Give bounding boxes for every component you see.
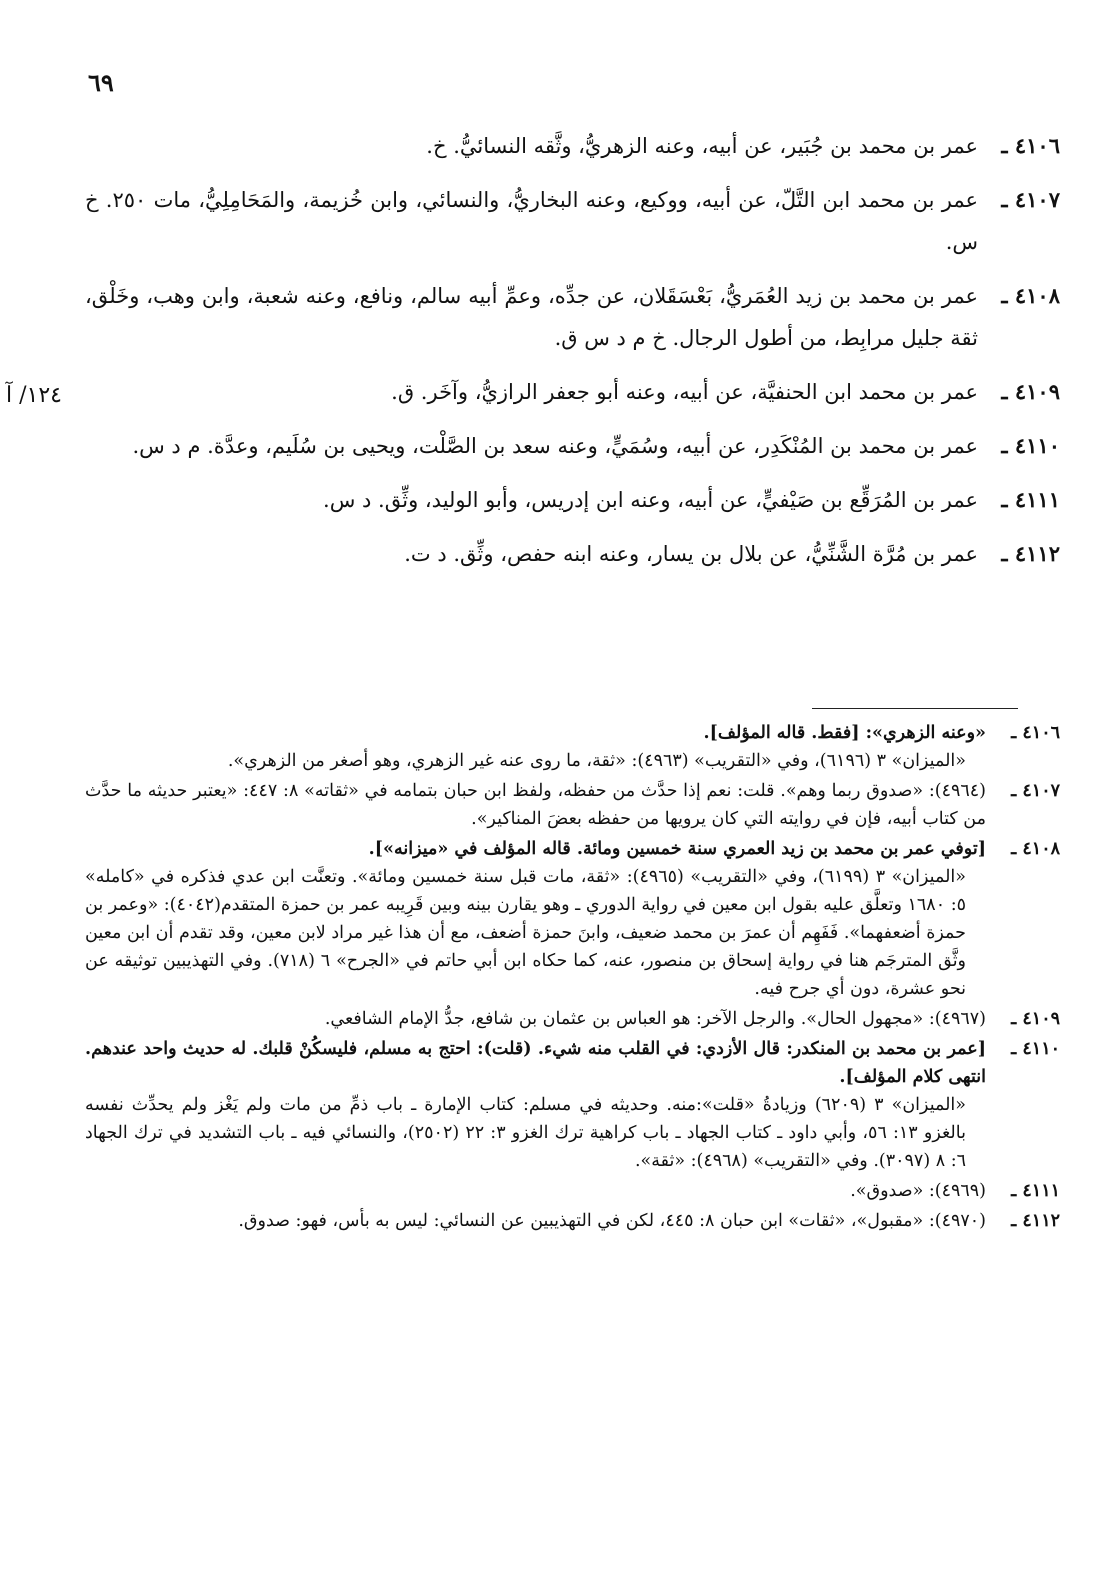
entry-number: ٤١٠٩ ـ bbox=[1001, 379, 1060, 404]
footnotes bbox=[85, 719, 1060, 1237]
margin-folio-note: ١٢٤/ آ bbox=[6, 383, 62, 408]
entry-number: ٤١٠٦ ـ bbox=[1001, 133, 1060, 158]
note-number: ٤١٠٨ ـ bbox=[1011, 839, 1060, 859]
note-number: ٤١١٠ ـ bbox=[1011, 1039, 1060, 1059]
entry-number: ٤١١٠ ـ bbox=[1001, 433, 1060, 458]
note-number: ٤١١٢ ـ bbox=[1011, 1211, 1060, 1231]
entry-number: ٤١٠٧ ـ bbox=[1001, 187, 1060, 212]
note-heading: [عمر بن محمد بن المنكدر: قال الأزدي: في القلب منه شيء. (قلت): احتج به مسلم، فليسكُنْ قلبك. له حديث واحد عندهم. انتهى كلام المؤلف]. bbox=[85, 1039, 986, 1087]
note-text: (٤٩٦٧): «مجهول الحال». والرجل الآخر: هو العباس بن عثمان بن شافع، جدُّ الإمام الشافعي. bbox=[324, 1009, 986, 1029]
entry-text: عمر بن محمد ابن الحنفيَّة، عن أبيه، وعنه أبو جعفر الرازيُّ، وآخَر. ق. bbox=[391, 380, 978, 404]
entry-text: عمر بن مُرَّة الشَّنِّيُّ، عن بلال بن يسار، وعنه ابنه حفص، وثِّق. د ت. bbox=[404, 542, 978, 566]
entry-4111 bbox=[85, 479, 1060, 521]
note-text: (٤٩٧٠): «مقبول»، «ثقات» ابن حبان ٨: ٤٤٥، لكن في التهذيبين عن النسائي: ليس به بأس، فهو: صدوق. bbox=[238, 1211, 986, 1231]
note-4107 bbox=[85, 777, 1060, 833]
entry-number: ٤١٠٨ ـ bbox=[1001, 283, 1060, 308]
note-heading: [توفي عمر بن محمد بن زيد العمري سنة خمسين ومائة. قاله المؤلف في «ميزانه»]. bbox=[368, 839, 986, 859]
entry-text: عمر بن المُرَقِّع بن صَيْفيٍّ، عن أبيه، وعنه ابن إدريس، وأبو الوليد، وثِّق. د س. bbox=[323, 488, 978, 512]
note-4109 bbox=[85, 1005, 1060, 1033]
note-body: «الميزان» ٣ (٦١٩٩)، وفي «التقريب» (٤٩٦٥): «ثقة، مات قبل سنة خمسين ومائة». وتعنَّت ابن عدي فذكره في «كامله» ٥: ١٦٨٠ وتعلَّق عليه بقول ابن معين في رواية الدوري ـ وهو يقارن بينه وبين قَرِيبه عمر بن حمزة المتقدم(٤٠٤٢): «وعمر بن حمزة أضعفهما». فَفَهِم أن عمرَ بن محمد ضعيف، وابنَ حمزة أضعف، مع أن هذا غير مراد لابن معين، وقد تقدم أن ابن معين وثَّق المترجَم هنا في رواية إسحاق بن منصور، عنه، كما حكاه ابن أبي حاتم في «الجرح» ٦ (٧١٨). وفي التهذيبين توثيقه عن نحو عشرة، دون أي جرح فيه. bbox=[85, 867, 967, 999]
note-4111 bbox=[85, 1177, 1060, 1205]
note-4108 bbox=[85, 835, 1060, 1003]
entry-4112 bbox=[85, 533, 1060, 575]
note-number: ٤١٠٧ ـ bbox=[1011, 781, 1060, 801]
entry-4109 bbox=[85, 371, 1060, 413]
entry-4108 bbox=[85, 275, 1060, 359]
note-text: (٤٩٦٩): «صدوق». bbox=[850, 1181, 986, 1201]
entry-text: عمر بن محمد بن زيد العُمَريُّ، بَعْسَقَلان، عن جدِّه، وعمِّ أبيه سالم، ونافع، وعنه شعبة، وابن وهب، وخَلْق، ثقة جليل مرابِط، من أطول الرجال. خ م د س ق. bbox=[85, 284, 978, 350]
note-body: «الميزان» ٣ (٦١٩٦)، وفي «التقريب» (٤٩٦٣): «ثقة، ما روى عنه غير الزهري، وهو أصغر من الزهري». bbox=[227, 751, 966, 771]
page-number: ٦٩ bbox=[88, 68, 114, 97]
note-text: (٤٩٦٤): «صدوق ربما وهم». قلت: نعم إذا حدَّث من حفظه، ولفظ ابن حبان بتمامه في «ثقاته» ٨: ٤٤٧: «يعتبر حديثه ما حدَّث من كتاب أبيه، فإن في روايته التي كان يرويها من حفظه بعضَ المناكير». bbox=[85, 781, 986, 829]
footnote-divider bbox=[812, 708, 1018, 709]
note-number: ٤١٠٦ ـ bbox=[1011, 723, 1060, 743]
entry-text: عمر بن محمد بن جُبَير، عن أبيه، وعنه الزهريُّ، وثَّقه النسائيُّ. خ. bbox=[426, 134, 978, 158]
note-heading: «وعنه الزهري»: [فقط. قاله المؤلف]. bbox=[703, 723, 986, 743]
entry-4107 bbox=[85, 179, 1060, 263]
entry-4110 bbox=[85, 425, 1060, 467]
note-4112 bbox=[85, 1207, 1060, 1235]
entry-number: ٤١١١ ـ bbox=[1001, 487, 1060, 512]
note-number: ٤١٠٩ ـ bbox=[1011, 1009, 1060, 1029]
main-text bbox=[85, 125, 1060, 587]
note-4110 bbox=[85, 1035, 1060, 1175]
note-4106 bbox=[85, 719, 1060, 775]
entry-text: عمر بن محمد ابن التَّلّ، عن أبيه، ووكيع، وعنه البخاريُّ، والنسائي، وابن خُزيمة، والمَحَامِلِيُّ، مات ٢٥٠. خ س. bbox=[85, 188, 979, 254]
note-number: ٤١١١ ـ bbox=[1011, 1181, 1060, 1201]
entry-4106 bbox=[85, 125, 1060, 167]
entry-text: عمر بن محمد بن المُنْكَدِر، عن أبيه، وسُمَيٍّ، وعنه سعد بن الصَّلْت، ويحيى بن سُلَيم، وعدَّة. م د س. bbox=[132, 434, 978, 458]
note-body: «الميزان» ٣ (٦٢٠٩) وزيادةُ «قلت»:منه. وحديثه في مسلم: كتاب الإمارة ـ باب ذمِّ من مات ولم يَغْز ولم يحدِّث نفسه بالغزو ١٣: ٥٦، وأبي داود ـ كتاب الجهاد ـ باب كراهية ترك الغزو ٣: ٢٢ (٢٥٠٢)، والنسائي فيه ـ باب التشديد في ترك الجهاد ٦: ٨ (٣٠٩٧). وفي «التقريب» (٤٩٦٨): «ثقة». bbox=[85, 1095, 966, 1171]
entry-number: ٤١١٢ ـ bbox=[1001, 541, 1060, 566]
